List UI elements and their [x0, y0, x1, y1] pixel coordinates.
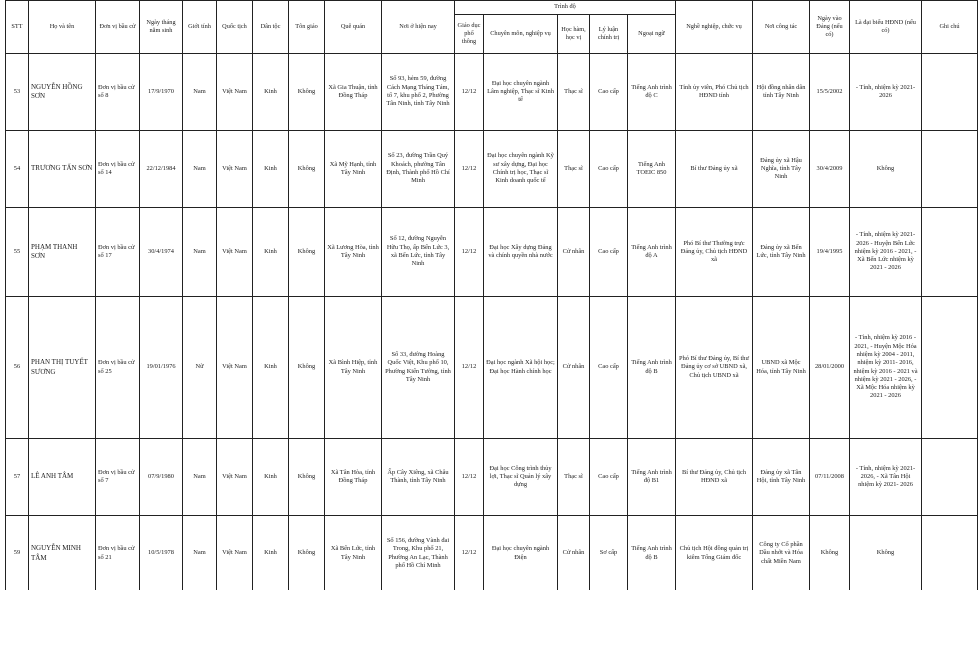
- cell-workplace: Đảng ủy xã Bến Lức, tỉnh Tây Ninh: [753, 208, 810, 297]
- cell-unit: Đơn vị bầu cử số 21: [96, 516, 140, 592]
- cell-residence: Số 12, đường Nguyễn Hữu Thọ, ấp Bến Lức 3, xã Bến Lức, tỉnh Tây Ninh: [382, 208, 455, 297]
- header-unit: Đơn vị bầu cử: [96, 1, 140, 54]
- cell-language: Tiếng Anh TOEIC 850: [628, 131, 676, 208]
- cell-delegate: Không: [850, 131, 922, 208]
- cell-residence: Số 156, đường Vành đai Trong, Khu phố 21, Phường An Lạc, Thành phố Hồ Chí Minh: [382, 516, 455, 592]
- cell-major: Đại học chuyên ngành Lâm nghiệp, Thạc sĩ Kinh tế: [484, 54, 558, 131]
- cell-gender: Nữ: [183, 297, 217, 439]
- cell-unit: Đơn vị bầu cử số 25: [96, 297, 140, 439]
- header-degree: Học hàm, học vị: [558, 15, 590, 54]
- cell-name: PHẠM THANH SƠN: [29, 208, 96, 297]
- table-row: [6, 54, 978, 131]
- cell-workplace: Đảng ủy xã Tân Hội, tỉnh Tây Ninh: [753, 439, 810, 516]
- header-nationality: Quốc tịch: [217, 1, 253, 54]
- cell-note: [922, 208, 978, 297]
- header-language: Ngoại ngữ: [628, 15, 676, 54]
- cell-stt: 59: [6, 516, 29, 592]
- cell-major: Đại học Công trình thủy lợi, Thạc sĩ Quản lý xây dựng: [484, 439, 558, 516]
- cell-general-ed: 12/12: [455, 297, 484, 439]
- cell-name: NGUYỄN MINH TÂM: [29, 516, 96, 592]
- header-politics: Lý luận chính trị: [590, 15, 628, 54]
- cell-politics: Cao cấp: [590, 54, 628, 131]
- cell-ethnic: Kinh: [253, 516, 289, 592]
- cell-nationality: Việt Nam: [217, 208, 253, 297]
- candidate-table-sheet: [5, 0, 968, 592]
- cell-degree: Cử nhân: [558, 297, 590, 439]
- cell-language: Tiếng Anh trình độ B: [628, 516, 676, 592]
- cell-stt: 56: [6, 297, 29, 439]
- header-residence: Nơi ở hiện nay: [382, 1, 455, 54]
- cell-general-ed: 12/12: [455, 516, 484, 592]
- cell-stt: 57: [6, 439, 29, 516]
- cell-degree: Cử nhân: [558, 516, 590, 592]
- cell-unit: Đơn vị bầu cử số 17: [96, 208, 140, 297]
- cell-note: [922, 516, 978, 592]
- cell-politics: Sơ cấp: [590, 516, 628, 592]
- cell-religion: Không: [289, 131, 325, 208]
- table-row: [6, 208, 978, 297]
- cell-hometown: Xã Bến Lức, tỉnh Tây Ninh: [325, 516, 382, 592]
- cell-delegate: - Tỉnh, nhiệm kỳ 2021-2026: [850, 54, 922, 131]
- cell-language: Tiếng Anh trình độ C: [628, 54, 676, 131]
- cell-residence: Ấp Cây Xiêng, xã Châu Thành, tỉnh Tây Ninh: [382, 439, 455, 516]
- page-bottom-margin: [0, 590, 980, 653]
- cell-residence: Số 93, hẻm 59, đường Cách Mạng Tháng Tám, tổ 7, khu phố 2, Phường Tân Ninh, tỉnh Tây Ninh: [382, 54, 455, 131]
- cell-major: Đại học chuyên ngành Điện: [484, 516, 558, 592]
- cell-party-date: 28/01/2000: [810, 297, 850, 439]
- cell-job: Bí thư Đảng ủy, Chủ tịch HĐND xã: [676, 439, 753, 516]
- cell-ethnic: Kinh: [253, 208, 289, 297]
- cell-degree: Thạc sĩ: [558, 131, 590, 208]
- table-row: [6, 439, 978, 516]
- cell-dob: 07/9/1980: [140, 439, 183, 516]
- cell-dob: 10/5/1978: [140, 516, 183, 592]
- cell-religion: Không: [289, 297, 325, 439]
- cell-gender: Nam: [183, 516, 217, 592]
- cell-job: Phó Bí thư Thường trực Đảng ủy, Chủ tịch HĐND xã: [676, 208, 753, 297]
- table-body: [6, 54, 978, 592]
- cell-job: Tỉnh ủy viên, Phó Chủ tịch HĐND tỉnh: [676, 54, 753, 131]
- cell-language: Tiếng Anh trình độ B1: [628, 439, 676, 516]
- cell-politics: Cao cấp: [590, 297, 628, 439]
- cell-note: [922, 439, 978, 516]
- header-religion: Tôn giáo: [289, 1, 325, 54]
- cell-workplace: UBND xã Mộc Hóa, tỉnh Tây Ninh: [753, 297, 810, 439]
- cell-politics: Cao cấp: [590, 131, 628, 208]
- header-note: Ghi chú: [922, 1, 978, 54]
- cell-politics: Cao cấp: [590, 208, 628, 297]
- cell-major: Đại học Xây dựng Đảng và chính quyền nhà nước: [484, 208, 558, 297]
- table-header: [6, 1, 978, 54]
- cell-language: Tiếng Anh trình độ B: [628, 297, 676, 439]
- table-row: [6, 516, 978, 592]
- cell-nationality: Việt Nam: [217, 439, 253, 516]
- cell-major: Đại học ngành Xã hội học; Đại học Hành chính học: [484, 297, 558, 439]
- cell-unit: Đơn vị bầu cử số 7: [96, 439, 140, 516]
- cell-degree: Thạc sĩ: [558, 439, 590, 516]
- cell-delegate: Không: [850, 516, 922, 592]
- cell-name: PHAN THỊ TUYẾT SƯƠNG: [29, 297, 96, 439]
- cell-degree: Cử nhân: [558, 208, 590, 297]
- cell-hometown: Xã Bình Hiệp, tỉnh Tây Ninh: [325, 297, 382, 439]
- cell-religion: Không: [289, 54, 325, 131]
- cell-general-ed: 12/12: [455, 54, 484, 131]
- header-general-ed: Giáo dục phổ thông: [455, 15, 484, 54]
- header-name: Họ và tên: [29, 1, 96, 54]
- header-gender: Giới tính: [183, 1, 217, 54]
- cell-unit: Đơn vị bầu cử số 14: [96, 131, 140, 208]
- cell-hometown: Xã Lương Hòa, tỉnh Tây Ninh: [325, 208, 382, 297]
- cell-stt: 55: [6, 208, 29, 297]
- cell-workplace: Công ty Cổ phần Dầu nhớt và Hóa chất Miền Nam: [753, 516, 810, 592]
- cell-party-date: 30/4/2009: [810, 131, 850, 208]
- cell-ethnic: Kinh: [253, 131, 289, 208]
- cell-nationality: Việt Nam: [217, 516, 253, 592]
- cell-gender: Nam: [183, 131, 217, 208]
- cell-general-ed: 12/12: [455, 439, 484, 516]
- cell-politics: Cao cấp: [590, 439, 628, 516]
- cell-name: NGUYỄN HỒNG SƠN: [29, 54, 96, 131]
- cell-job: Bí thư Đảng ủy xã: [676, 131, 753, 208]
- candidate-table: [5, 0, 978, 592]
- cell-nationality: Việt Nam: [217, 131, 253, 208]
- cell-nationality: Việt Nam: [217, 54, 253, 131]
- cell-delegate: - Tỉnh, nhiệm kỳ 2021-2026, - Xã Tân Hội nhiệm kỳ 2021- 2026: [850, 439, 922, 516]
- cell-workplace: Đảng ủy xã Hậu Nghĩa, tỉnh Tây Ninh: [753, 131, 810, 208]
- cell-delegate: - Tỉnh, nhiệm kỳ 2021-2026 - Huyện Bến Lức nhiệm kỳ 2016 - 2021, - Xã Bến Lức nhiệm kỳ 2021 - 2026: [850, 208, 922, 297]
- cell-religion: Không: [289, 439, 325, 516]
- cell-name: TRƯƠNG TẤN SƠN: [29, 131, 96, 208]
- cell-workplace: Hội đồng nhân dân tỉnh Tây Ninh: [753, 54, 810, 131]
- cell-hometown: Xã Gia Thuận, tỉnh Đồng Tháp: [325, 54, 382, 131]
- cell-note: [922, 297, 978, 439]
- cell-general-ed: 12/12: [455, 131, 484, 208]
- cell-gender: Nam: [183, 439, 217, 516]
- cell-gender: Nam: [183, 54, 217, 131]
- cell-party-date: 07/11/2008: [810, 439, 850, 516]
- cell-unit: Đơn vị bầu cử số 8: [96, 54, 140, 131]
- header-job: Nghề nghiệp, chức vụ: [676, 1, 753, 54]
- header-workplace: Nơi công tác: [753, 1, 810, 54]
- cell-party-date: 15/5/2002: [810, 54, 850, 131]
- cell-religion: Không: [289, 208, 325, 297]
- cell-gender: Nam: [183, 208, 217, 297]
- cell-general-ed: 12/12: [455, 208, 484, 297]
- cell-dob: 30/4/1974: [140, 208, 183, 297]
- header-party-date: Ngày vào Đảng (nếu có): [810, 1, 850, 54]
- header-major: Chuyên môn, nghiệp vụ: [484, 15, 558, 54]
- cell-residence: Số 23, đường Trần Quý Khoách, phường Tân Định, Thành phố Hồ Chí Minh: [382, 131, 455, 208]
- cell-job: Phó Bí thư Đảng ủy, Bí thư Đảng ủy cơ sở UBND xã, Chủ tịch UBND xã: [676, 297, 753, 439]
- cell-ethnic: Kinh: [253, 54, 289, 131]
- cell-job: Chủ tịch Hội đồng quản trị kiêm Tổng Giám đốc: [676, 516, 753, 592]
- cell-name: LÊ ANH TÂM: [29, 439, 96, 516]
- cell-major: Đại học chuyên ngành Kỹ sư xây dựng, Đại học Chính trị học, Thạc sĩ Kinh doanh quốc tế: [484, 131, 558, 208]
- header-education-group: Trình độ: [455, 1, 676, 15]
- cell-hometown: Xã Mỹ Hạnh, tỉnh Tây Ninh: [325, 131, 382, 208]
- cell-degree: Thạc sĩ: [558, 54, 590, 131]
- cell-nationality: Việt Nam: [217, 297, 253, 439]
- header-ethnic: Dân tộc: [253, 1, 289, 54]
- header-hometown: Quê quán: [325, 1, 382, 54]
- cell-stt: 53: [6, 54, 29, 131]
- cell-note: [922, 131, 978, 208]
- cell-dob: 22/12/1984: [140, 131, 183, 208]
- cell-party-date: 19/4/1995: [810, 208, 850, 297]
- cell-ethnic: Kinh: [253, 439, 289, 516]
- table-row: [6, 131, 978, 208]
- header-dob: Ngày tháng năm sinh: [140, 1, 183, 54]
- cell-party-date: Không: [810, 516, 850, 592]
- cell-religion: Không: [289, 516, 325, 592]
- cell-note: [922, 54, 978, 131]
- cell-stt: 54: [6, 131, 29, 208]
- cell-dob: 17/9/1970: [140, 54, 183, 131]
- header-stt: STT: [6, 1, 29, 54]
- cell-ethnic: Kinh: [253, 297, 289, 439]
- cell-delegate: - Tỉnh, nhiệm kỳ 2016 - 2021, - Huyện Mộc Hóa nhiệm kỳ 2004 - 2011, nhiệm kỳ 2011- 2016, nhiệm kỳ 2016 - 2021 và nhiệm kỳ 2021 - 2026, - Xã Mộc Hóa nhiệm kỳ 2021 - 2026: [850, 297, 922, 439]
- cell-language: Tiếng Anh trình độ A: [628, 208, 676, 297]
- cell-dob: 19/01/1976: [140, 297, 183, 439]
- cell-residence: Số 33, đường Hoàng Quốc Việt, Khu phố 10, Phường Kiến Tường, tỉnh Tây Ninh: [382, 297, 455, 439]
- header-delegate: Là đại biểu HĐND (nếu có): [850, 1, 922, 54]
- cell-hometown: Xã Tân Hòa, tỉnh Đồng Tháp: [325, 439, 382, 516]
- table-row: [6, 297, 978, 439]
